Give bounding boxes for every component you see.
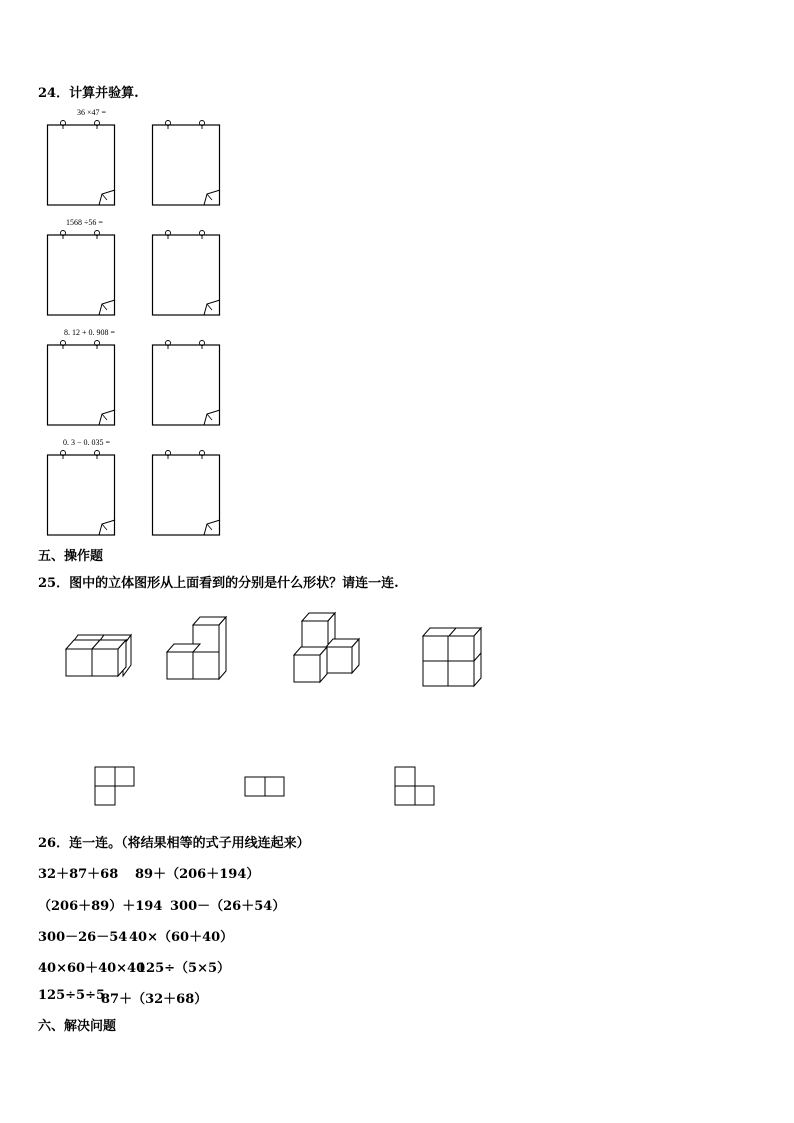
top-view-2 bbox=[245, 777, 284, 796]
q24-problem-expression: 36 ×47 = bbox=[77, 108, 107, 117]
q24-problem-expression: 1568 ÷56 = bbox=[66, 218, 103, 227]
expr-left-1: 32＋87＋68 bbox=[38, 867, 119, 882]
expr-right-5: 87＋（32＋68） bbox=[101, 992, 208, 1007]
top-view-1 bbox=[95, 767, 134, 805]
q24-problem-expression: 0. 3 − 0. 035 = bbox=[63, 438, 111, 447]
expr-right-3: 40×（60＋40） bbox=[129, 930, 234, 945]
expr-left-4: 40×60＋40×40 bbox=[38, 961, 146, 976]
q24-problem-expression: 8. 12 + 0. 908 = bbox=[64, 328, 116, 337]
solid-figure-3 bbox=[294, 613, 359, 682]
solid-figure-4 bbox=[423, 628, 481, 686]
section-5-title: 五、操作题 bbox=[38, 549, 104, 564]
expr-left-3: 300－26－54 bbox=[38, 930, 128, 945]
q25-heading: 25．图中的立体图形从上面看到的分别是什么形状？请连一连. bbox=[38, 576, 399, 591]
expr-left-5: 125÷5÷5 bbox=[38, 988, 106, 1003]
solid-figure-2 bbox=[167, 617, 226, 679]
expr-right-4: 125÷（5×5） bbox=[137, 961, 231, 976]
expr-right-1: 89＋（206＋194） bbox=[135, 867, 260, 882]
expr-left-2: （206＋89）＋194 bbox=[38, 899, 163, 914]
section-6-title: 六、解决问题 bbox=[38, 1019, 117, 1034]
top-view-3 bbox=[395, 767, 434, 805]
solid-figure-1 bbox=[66, 635, 131, 676]
q26-heading: 26．连一连。（将结果相等的式子用线连起来） bbox=[38, 836, 310, 851]
q24-heading: 24．计算并验算. bbox=[38, 86, 139, 101]
expr-right-2: 300－（26＋54） bbox=[170, 899, 286, 914]
